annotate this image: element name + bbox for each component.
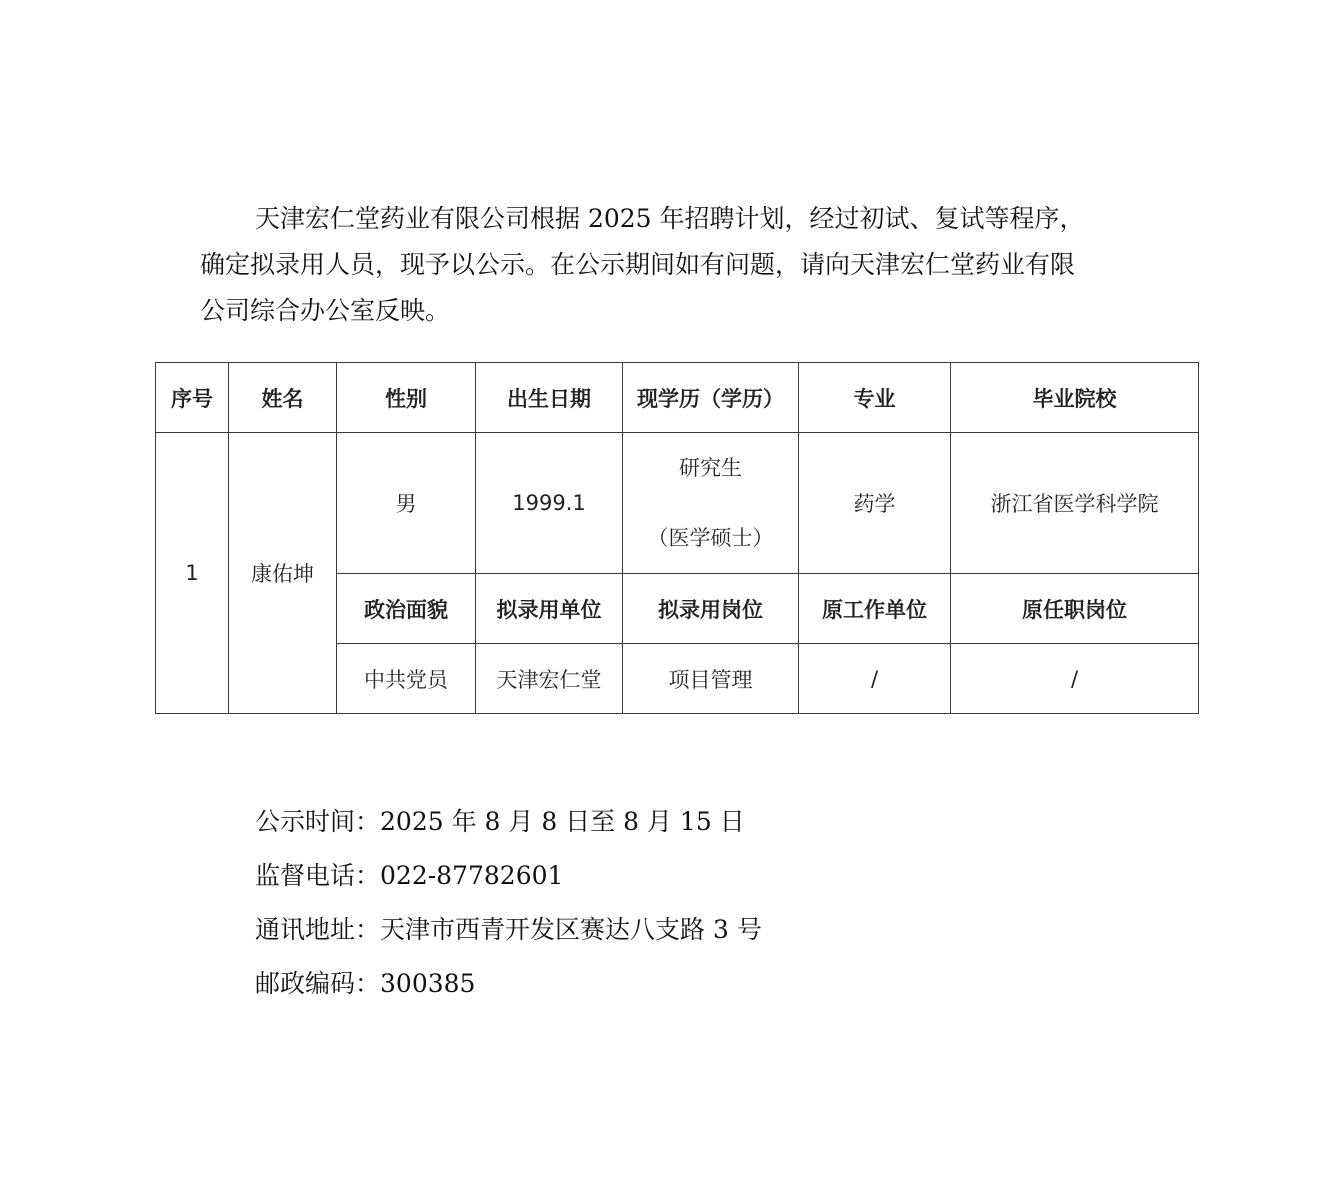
header-prev-unit: 原工作单位 bbox=[799, 574, 951, 644]
address-row bbox=[255, 903, 762, 957]
cell-prev-position: / bbox=[951, 644, 1199, 714]
header-index: 序号 bbox=[156, 363, 229, 433]
postcode-row bbox=[255, 957, 762, 1011]
cell-birth: 1999.1 bbox=[476, 433, 623, 574]
header-prev-position: 原任职岗位 bbox=[951, 574, 1199, 644]
cell-index: 1 bbox=[156, 433, 229, 714]
cell-position: 项目管理 bbox=[623, 644, 799, 714]
education-degree: 研究生 bbox=[679, 456, 742, 480]
header-name: 姓名 bbox=[229, 363, 337, 433]
header-gender: 性别 bbox=[337, 363, 476, 433]
cell-major: 药学 bbox=[799, 433, 951, 574]
cell-prev-unit: / bbox=[799, 644, 951, 714]
postcode-value: 300385 bbox=[380, 969, 476, 998]
phone-value: 022-87782601 bbox=[380, 861, 564, 890]
header-political: 政治面貌 bbox=[337, 574, 476, 644]
address-label: 通讯地址： bbox=[255, 915, 381, 944]
cell-name: 康佑坤 bbox=[229, 433, 337, 714]
period-label: 公示时间： bbox=[255, 807, 381, 836]
table-row bbox=[156, 433, 1199, 574]
cell-gender: 男 bbox=[337, 433, 476, 574]
period-value: 2025 年 8 月 8 日至 8 月 15 日 bbox=[380, 807, 745, 836]
address-value: 天津市西青开发区赛达八支路 3 号 bbox=[380, 915, 762, 944]
header-school: 毕业院校 bbox=[951, 363, 1199, 433]
cell-school: 浙江省医学科学院 bbox=[951, 433, 1199, 574]
header-major: 专业 bbox=[799, 363, 951, 433]
phone-row bbox=[255, 849, 762, 903]
intro-line-1: 天津宏仁堂药业有限公司根据 2025 年招聘计划，经过初试、复试等程序， bbox=[255, 204, 1085, 233]
candidate-table bbox=[155, 362, 1199, 714]
cell-unit: 天津宏仁堂 bbox=[476, 644, 623, 714]
period-row bbox=[255, 795, 762, 849]
intro-line-2: 确定拟录用人员，现予以公示。在公示期间如有问题，请向天津宏仁堂药业有限 bbox=[200, 250, 1076, 279]
contact-info bbox=[255, 795, 762, 1011]
intro-line-3: 公司综合办公室反映。 bbox=[200, 296, 451, 325]
cell-political: 中共党员 bbox=[337, 644, 476, 714]
table-header-row bbox=[156, 363, 1199, 433]
header-birth: 出生日期 bbox=[476, 363, 623, 433]
postcode-label: 邮政编码： bbox=[255, 969, 381, 998]
phone-label: 监督电话： bbox=[255, 861, 381, 890]
intro-paragraph bbox=[200, 196, 1130, 334]
education-detail: （医学硕士） bbox=[647, 526, 774, 550]
header-position: 拟录用岗位 bbox=[623, 574, 799, 644]
cell-education bbox=[623, 433, 799, 574]
header-education: 现学历（学历） bbox=[623, 363, 799, 433]
header-unit: 拟录用单位 bbox=[476, 574, 623, 644]
